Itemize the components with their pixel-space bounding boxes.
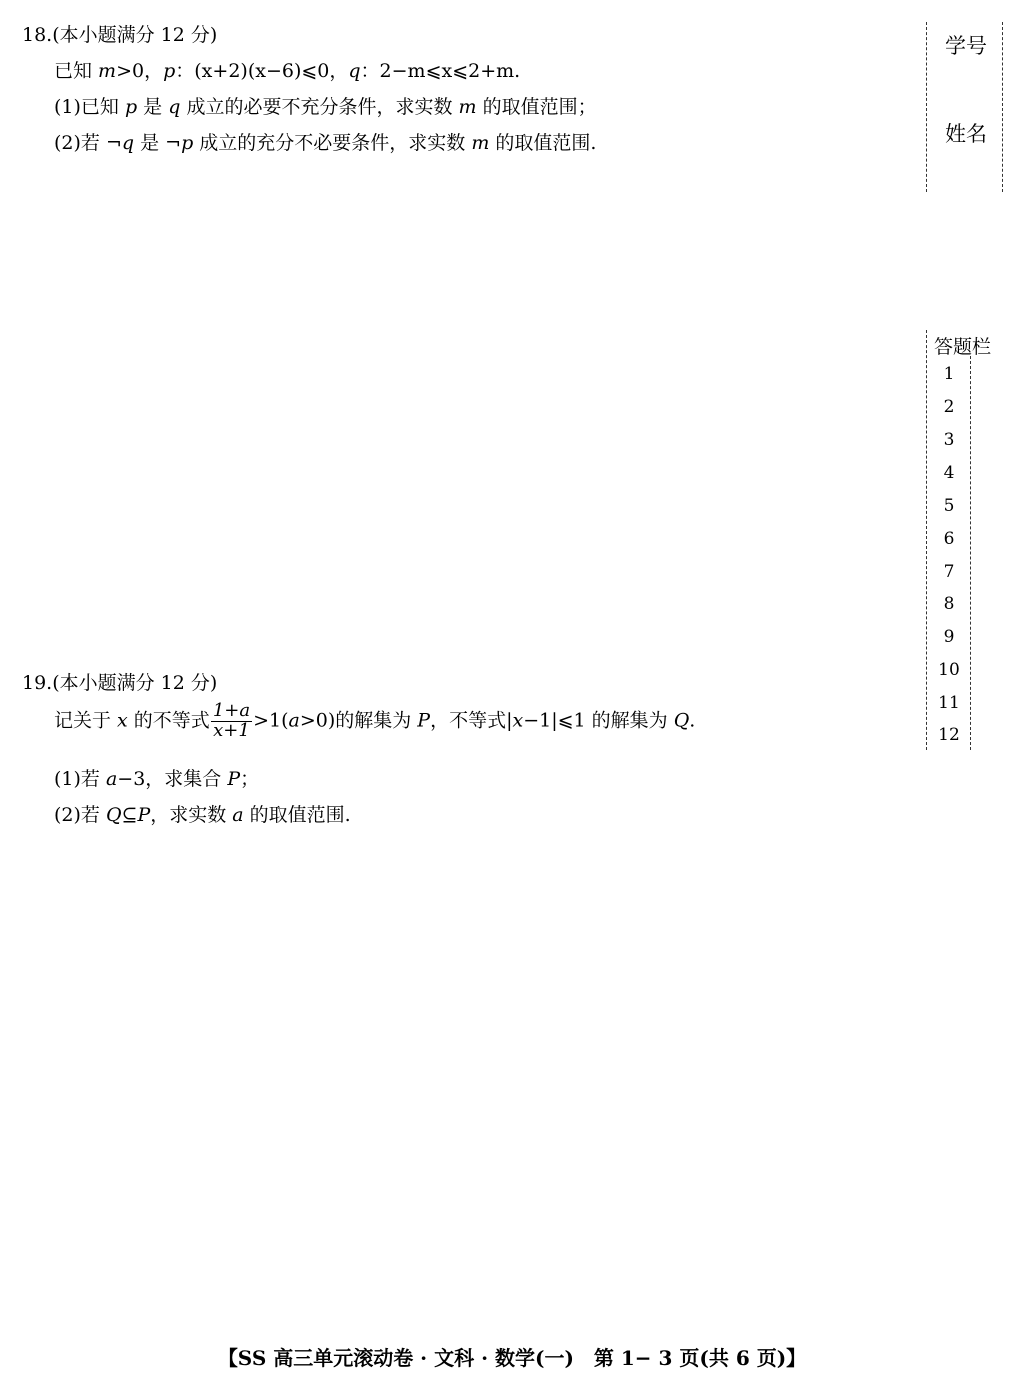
- answer-number-6: 6: [943, 529, 955, 549]
- answer-number-7: 7: [943, 562, 955, 582]
- q18-p-definition: ：(x+2)(x−6)⩽0，: [175, 60, 349, 82]
- answer-number-1: 1: [943, 364, 955, 384]
- q19-set-p: P: [417, 709, 431, 732]
- q19-fraction-denominator: x+1: [213, 719, 250, 741]
- student-name-label: 姓名: [945, 122, 987, 146]
- q19-stem-text: 记关于: [54, 709, 118, 732]
- q19-fraction: [211, 702, 252, 741]
- q18-part1-var-p: p: [124, 96, 138, 118]
- q19-part1-var-a: a: [105, 768, 118, 790]
- student-number-label: 学号: [945, 34, 987, 58]
- q19-stem-text-c: >1(: [253, 709, 289, 732]
- q18-part2-not-q: ¬q: [105, 132, 135, 154]
- answer-number-11: 11: [938, 693, 960, 713]
- q18-part1-text-c: 成立的必要不充分条件，求实数: [180, 96, 459, 118]
- q19-part2-text-b: ，求实数: [150, 804, 233, 826]
- q18-part2-text-b: 是: [134, 132, 166, 154]
- q18-part1-text: (1)已知: [54, 96, 125, 118]
- q19-part1: [54, 764, 259, 791]
- q18-part2-var-m: m: [471, 132, 490, 154]
- q18-var-p: p: [163, 60, 176, 82]
- q18-stem: [54, 56, 520, 83]
- q18-header: 18.(本小题满分 12 分): [22, 24, 218, 46]
- answer-number-3: 3: [943, 430, 955, 450]
- q19-part1-text-b: −3，求集合: [117, 768, 228, 790]
- q19-part1-set-p: P: [227, 768, 241, 790]
- q18-var-m: m: [98, 60, 117, 82]
- q18-part2-not-p: ¬p: [165, 132, 194, 154]
- q19-part1-text-c: ；: [240, 768, 260, 790]
- q19-stem-period: .: [689, 709, 696, 732]
- q19-stem: [54, 702, 695, 741]
- q19-part2-text: (2)若: [54, 804, 106, 826]
- q19-var-a: a: [288, 709, 300, 732]
- q19-set-q: Q: [673, 709, 690, 732]
- q19-fraction-numerator: 1+a: [212, 700, 251, 721]
- q18-q-definition: ：2−m⩽x⩽2+m.: [360, 60, 521, 82]
- q18-part1-var-q: q: [168, 96, 181, 118]
- q18-stem-text: 已知: [54, 60, 99, 82]
- answer-number-2: 2: [943, 397, 955, 417]
- q19-stem-text-b: 的不等式: [127, 709, 210, 732]
- q19-stem-text-e: ，不等式|: [430, 709, 513, 732]
- answer-number-10: 10: [938, 660, 960, 680]
- q19-part1-text: (1)若: [54, 768, 106, 790]
- q18-part2: [54, 128, 596, 155]
- page-footer: 【SS 高三单元滚动卷 · 文科 · 数学(一) 第 1− 3 页(共 6 页)】: [217, 1346, 807, 1370]
- q18-part2-text-c: 成立的充分不必要条件，求实数: [193, 132, 472, 154]
- answer-column-left-border: [926, 330, 927, 750]
- q18-part2-text-d: 的取值范围.: [489, 132, 597, 154]
- answer-column-title: 答题栏: [934, 336, 992, 358]
- q19-abs-var-x: x: [512, 709, 524, 732]
- q19-part2: [54, 800, 351, 827]
- q19-stem-text-f: −1|⩽1 的解集为: [523, 709, 674, 732]
- answer-number-4: 4: [943, 463, 955, 483]
- q19-part2-text-c: 的取值范围.: [243, 804, 351, 826]
- q19-part2-var-a: a: [232, 804, 244, 826]
- q18-stem-cond: >0，: [116, 60, 164, 82]
- answer-column-divider: [970, 356, 971, 750]
- info-box-right-border: [1002, 22, 1003, 192]
- q18-part1-var-m: m: [458, 96, 477, 118]
- q19-header: 19.(本小题满分 12 分): [22, 672, 218, 694]
- q19-var-x: x: [117, 709, 128, 732]
- info-box-left-border: [926, 22, 927, 192]
- q19-stem-text-d: >0)的解集为: [299, 709, 418, 732]
- answer-number-5: 5: [943, 496, 955, 516]
- q18-var-q: q: [348, 60, 361, 82]
- answer-number-8: 8: [943, 594, 955, 614]
- q18-part1: [54, 92, 597, 119]
- answer-number-9: 9: [943, 627, 955, 647]
- answer-number-12: 12: [938, 725, 960, 745]
- q19-part2-subset-relation: Q⊆P: [105, 804, 151, 826]
- q18-part1-text-b: 是: [137, 96, 169, 118]
- q18-part2-text: (2)若: [54, 132, 106, 154]
- q18-part1-text-d: 的取值范围；: [476, 96, 597, 118]
